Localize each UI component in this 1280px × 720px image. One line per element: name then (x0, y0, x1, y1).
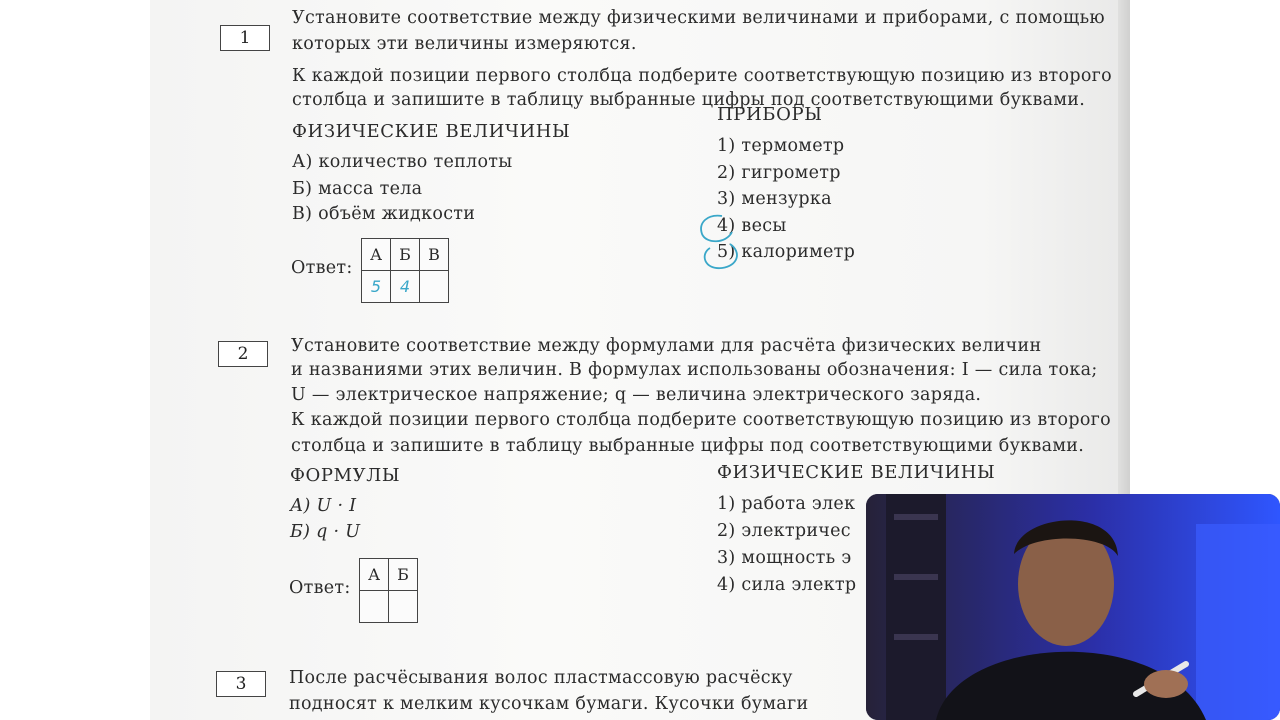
task2-line-2: и названиями этих величин. В формулах использованы обозначения: I — сила тока; (291, 360, 1098, 380)
handwritten-circle-mark (692, 208, 752, 274)
task1-right-item-3: 3) мензурка (717, 189, 832, 209)
answer-cell-b[interactable] (389, 591, 418, 623)
answer-cell-a[interactable]: 5 (362, 271, 391, 303)
task1-answer-table (361, 238, 449, 303)
task1-left-item-b: Б) масса тела (292, 179, 423, 199)
task3-line-2: подносят к мелким кусочкам бумаги. Кусочки бумаги (289, 694, 809, 714)
task1-line-1: Установите соответствие между физическими величинами и приборами, с помощью (292, 8, 1105, 28)
task2-line-1: Установите соответствие между формулами для расчёта физических величин (291, 336, 1042, 356)
task-number-1: 1 (220, 25, 270, 51)
webcam-overlay (866, 494, 1280, 720)
task-number-2: 2 (218, 341, 268, 367)
answer-cell-b[interactable]: 4 (391, 271, 420, 303)
task2-right-header: ФИЗИЧЕСКИЕ ВЕЛИЧИНЫ (717, 462, 996, 483)
person-video-feed-icon (866, 494, 1280, 720)
task2-line-5: столбца и запишите в таблицу выбранные цифры под соответствующими буквами. (291, 436, 1085, 456)
task3-line-1: После расчёсывания волос пластмассовую расчёску (289, 668, 793, 688)
task2-line-3: U — электрическое напряжение; q — величина электрического заряда. (291, 385, 982, 405)
task2-right-item-4: 4) сила электр (717, 575, 857, 595)
answer-header-b: Б (391, 239, 420, 271)
task2-left-header: ФОРМУЛЫ (290, 465, 401, 486)
task1-answer-label: Ответ: (291, 258, 353, 278)
task2-right-item-3: 3) мощность э (717, 548, 852, 568)
task2-line-4: К каждой позиции первого столбца подберите соответствующую позицию из второго (291, 410, 1111, 430)
task1-right-item-1: 1) термометр (717, 136, 845, 156)
task1-right-header: ПРИБОРЫ (717, 104, 823, 125)
task1-right-item-2: 2) гигрометр (717, 163, 841, 183)
task1-right-item-4: 4) весы (717, 216, 787, 236)
task2-answer-table (359, 558, 418, 623)
task1-left-item-c: В) объём жидкости (292, 204, 476, 224)
answer-header-a: А (362, 239, 391, 271)
task2-right-item-1: 1) работа элек (717, 494, 856, 514)
task2-left-item-b: Б) q · U (290, 522, 361, 542)
task1-left-item-a: А) количество теплоты (292, 152, 513, 172)
task1-left-header: ФИЗИЧЕСКИЕ ВЕЛИЧИНЫ (292, 121, 571, 142)
answer-header-a: А (360, 559, 389, 591)
task1-right-item-5: 5) калориметр (717, 242, 856, 262)
task-number-3: 3 (216, 671, 266, 697)
task2-left-item-a: А) U · I (290, 496, 357, 516)
task2-answer-label: Ответ: (289, 578, 351, 598)
task2-right-item-2: 2) электричес (717, 521, 851, 541)
task1-line-2: которых эти величины измеряются. (292, 34, 637, 54)
task1-line-3: К каждой позиции первого столбца подберите соответствующую позицию из второго (292, 66, 1112, 86)
answer-header-b: Б (389, 559, 418, 591)
answer-cell-a[interactable] (360, 591, 389, 623)
answer-header-c: В (420, 239, 449, 271)
task1-line-4: столбца и запишите в таблицу выбранные цифры под соответствующими буквами. (292, 90, 1086, 110)
answer-cell-c[interactable] (420, 271, 449, 303)
